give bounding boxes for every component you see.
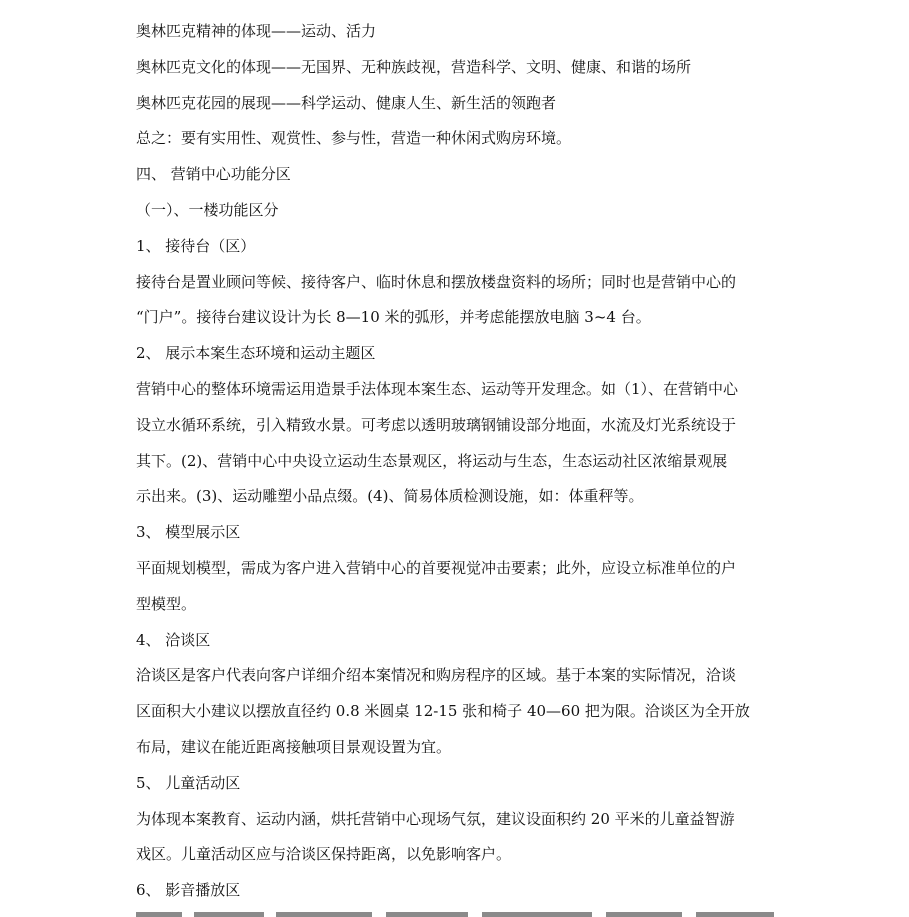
text-line: 戏区。儿童活动区应与洽谈区保持距离，以免影响客户。 <box>136 845 512 864</box>
text-line: 设立水循环系统，引入精致水景。可考虑以透明玻璃钢铺设部分地面，水流及灯光系统设于 <box>136 415 737 434</box>
text-line: 示出来。(3)、运动雕塑小品点缀。(4)、简易体质检测设施，如：体重秤等。 <box>136 487 644 506</box>
text-line: 为体现本案教育、运动内涵，烘托营销中心现场气氛，建议设面积约 20 平米的儿童益智游 <box>136 809 735 828</box>
cut-off-glyph <box>136 912 182 917</box>
item-heading: 4、 洽谈区 <box>136 630 211 649</box>
text-line: 型模型。 <box>136 594 197 613</box>
text-line: 布局，建议在能近距离接触项目景观设置为宜。 <box>136 737 452 756</box>
item-heading: 3、 模型展示区 <box>136 523 241 542</box>
item-heading: 6、 影音播放区 <box>136 881 241 900</box>
item-heading: 1、 接待台（区） <box>136 236 256 255</box>
text-line: 总之：要有实用性、观赏性、参与性，营造一种休闲式购房环境。 <box>136 129 572 148</box>
text-line: 区面积大小建议以摆放直径约 0.8 米圆桌 12-15 张和椅子 40—60 把为限。洽谈区为全开放 <box>136 702 750 721</box>
cut-off-glyph <box>386 912 468 917</box>
text-line: “门户”。接待台建议设计为长 8—10 米的弧形，并考虑能摆放电脑 3~4 台。 <box>136 308 651 327</box>
cut-off-glyph <box>696 912 774 917</box>
text-line: 奥林匹克精神的体现——运动、活力 <box>136 22 377 40</box>
section-heading: 四、 营销中心功能分区 <box>136 165 291 184</box>
text-line: 平面规划模型，需成为客户进入营销中心的首要视觉冲击要素；此外，应设立标准单位的户 <box>136 558 737 577</box>
text-line: 奥林匹克文化的体现——无国界、无种族歧视，营造科学、文明、健康、和谐的场所 <box>136 57 692 76</box>
item-heading: 5、 儿童活动区 <box>136 773 241 792</box>
text-line: 洽谈区是客户代表向客户详细介绍本案情况和购房程序的区域。基于本案的实际情况，洽谈 <box>136 666 737 685</box>
document-body <box>136 14 776 909</box>
text-line: 奥林匹克花园的展现——科学运动、健康人生、新生活的领跑者 <box>136 93 557 112</box>
text-line: 其下。(2)、营销中心中央设立运动生态景观区，将运动与生态，生态运动社区浓缩景观展 <box>136 451 728 470</box>
cut-off-glyph <box>276 912 372 917</box>
cut-off-glyph <box>194 912 264 917</box>
subsection-heading: （一）、一楼功能区分 <box>136 200 279 219</box>
text-line: 营销中心的整体环境需运用造景手法体现本案生态、运动等开发理念。如（1）、在营销中心 <box>136 379 739 398</box>
cut-off-glyph <box>606 912 682 917</box>
text-line: 接待台是置业顾问等候、接待客户、临时休息和摆放楼盘资料的场所；同时也是营销中心的 <box>136 272 737 291</box>
item-heading: 2、 展示本案生态环境和运动主题区 <box>136 344 376 363</box>
cut-off-glyph <box>482 912 592 917</box>
cut-off-next-line <box>136 905 776 917</box>
